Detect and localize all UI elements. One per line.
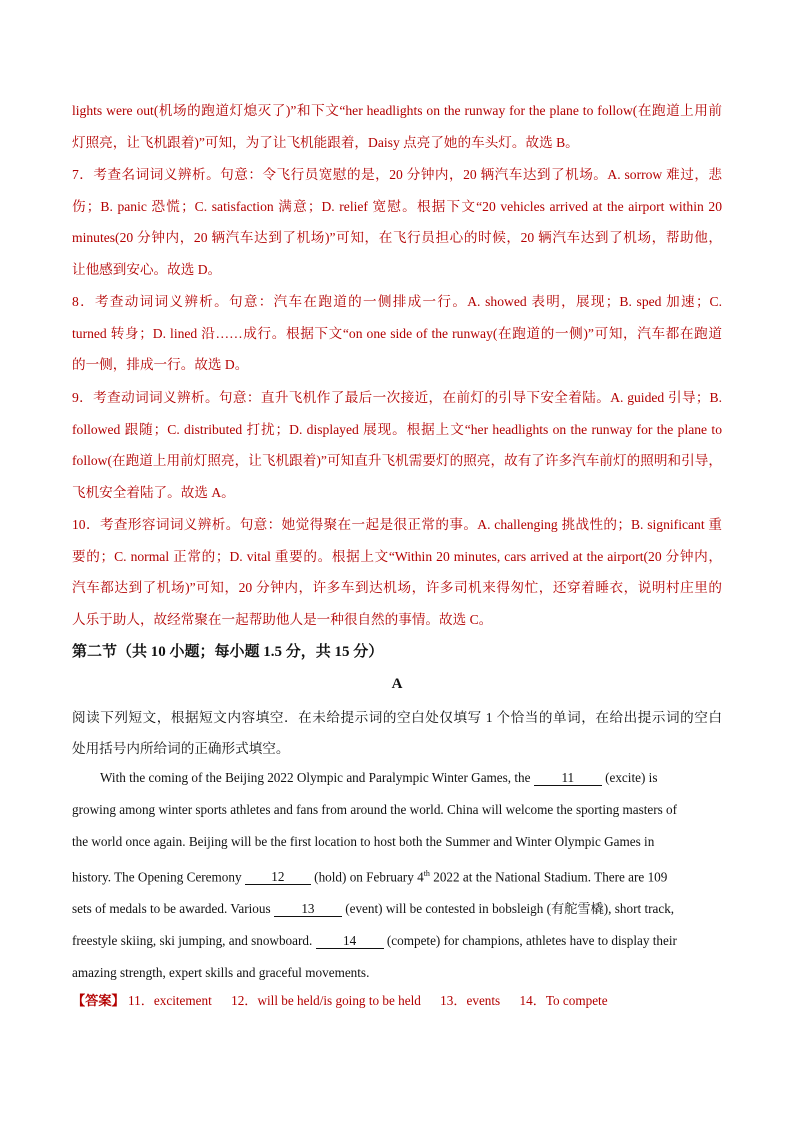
passage-line-7: amazing strength, expert skills and graceful movements. [72,965,370,981]
text-line: turned 转身；D. lined 沿……成行。根据下文“on one side of the runway(在跑道的一侧)”可知，汽车都在跑道 [72,325,722,341]
answer-item: 12．will be held/is going to be held [231,993,421,1008]
superscript: th [423,869,430,878]
explanation-6-continuation [72,95,722,158]
text-line: 要的；C. normal 正常的；D. vital 重要的。根据上文“Within 20 minutes, cars arrived at the airport(20 分钟内， [72,548,722,564]
passage-text: (compete) for champions, athletes have to display their [386,933,677,949]
passage [72,762,722,989]
section-heading: 第二节（共 10 小题；每小题 1.5 分，共 15 分） [72,644,384,660]
text-line: 灯照亮，让飞机跟着)”可知，为了让飞机能跟着，Daisy 点亮了她的车头灯。故选 B。 [72,134,579,150]
text-line: 伤；B. panic 恐慌；C. satisfaction 满意；D. relief 宽慰。根据下文“20 vehicles arrived at the airport within 20 [72,198,722,214]
text-line: 让他感到安心。故选 D。 [72,262,222,278]
text-line: 阅读下列短文，根据短文内容填空．在未给提示词的空白处仅填写 1 个恰当的单词，在给出提示词的空白 [72,710,722,725]
explanation-10 [72,509,722,636]
text-line: 9．考查动词词义辨析。句意：直升飞机作了最后一次接近，在前灯的引导下安全着陆。A. guided 引导；B. [72,390,722,405]
passage-text: (hold) on February 4 [314,869,424,885]
text-line: 7．考查名词词义辨析。句意：令飞行员宽慰的是，20 分钟内，20 辆汽车达到了机场。A. sorrow 难过，悲 [72,167,722,182]
explanation-7 [72,159,722,286]
text-line: 飞机安全着陆了。故选 A。 [72,485,235,501]
text-line: 8．考查动词词义辨析。句意：汽车在跑道的一侧排成一行。A. showed 表明，展现；B. sped 加速；C. [72,294,722,309]
passage-text: freestyle skiing, ski jumping, and snowboard. [72,933,313,949]
passage-text: (excite) is [605,770,658,785]
passage-text: With the coming of the Beijing 2022 Olympic and Paralympic Winter Games, the [100,770,531,785]
blank-12[interactable]: 12 [245,869,311,885]
blank-11[interactable]: 11 [534,770,602,786]
part-label: A [391,676,403,692]
passage-line-3: the world once again. Beijing will be the first location to host both the Summer and Winter Olympic Games in [72,834,655,849]
passage-line-4 [72,858,722,893]
answer-item: 14．To compete [519,993,608,1008]
passage-line-2: growing among winter sports athletes and fans from around the world. China will welcome the sporting masters of [72,802,678,817]
text-line: 的一侧，排成一行。故选 D。 [72,357,249,373]
blank-14[interactable]: 14 [316,933,384,949]
passage-text: sets of medals to be awarded. Various [72,901,271,917]
passage-text: history. The Opening Ceremony [72,869,242,885]
answer-item: 11．excitement [128,993,212,1008]
answer-tag: 【答案】 [72,993,125,1008]
text-line: 10．考查形容词词义辨析。句意：她觉得聚在一起是很正常的事。A. challenging 挑战性的；B. significant 重 [72,517,722,532]
instructions [72,702,722,764]
explanation-8 [72,286,722,381]
passage-text: (event) will be contested in bobsleigh (有舵雪橇), short track, [345,901,675,917]
text-line: 处用括号内所给词的正确形式填空。 [72,741,290,756]
answer-line [72,986,608,1016]
text-line: 汽车都达到了机场)”可知，20 分钟内，许多车到达机场，许多司机来得匆忙，还穿着睡衣，说明村庄里的 [72,580,722,596]
passage-text: 2022 at the National Stadium. There are 109 [433,869,668,885]
text-line: minutes(20 分钟内，20 辆汽车达到了机场)”可知，在飞行员担心的时候，20 辆汽车达到了机场，帮助他， [72,230,722,246]
passage-line-5 [72,893,722,925]
passage-line-6 [72,925,722,957]
text-line: follow(在跑道上用前灯照亮，让飞机跟着)”可知直升飞机需要灯的照亮，故有了许多汽车前灯的照明和引导， [72,453,722,469]
answer-item: 13．events [440,993,501,1008]
text-line: 人乐于助人，故经常聚在一起帮助他人是一种很自然的事情。故选 C。 [72,612,493,628]
text-line: followed 跟随；C. distributed 打扰；D. displayed 展现。根据上文“her headlights on the runway for the plane to [72,421,722,437]
text-line: lights were out(机场的跑道灯熄灭了)”和下文“her headlights on the runway for the plane to follow(在跑道上用前 [72,103,722,118]
explanation-9 [72,382,722,509]
passage-line-1 [72,762,722,794]
blank-13[interactable]: 13 [274,901,342,917]
